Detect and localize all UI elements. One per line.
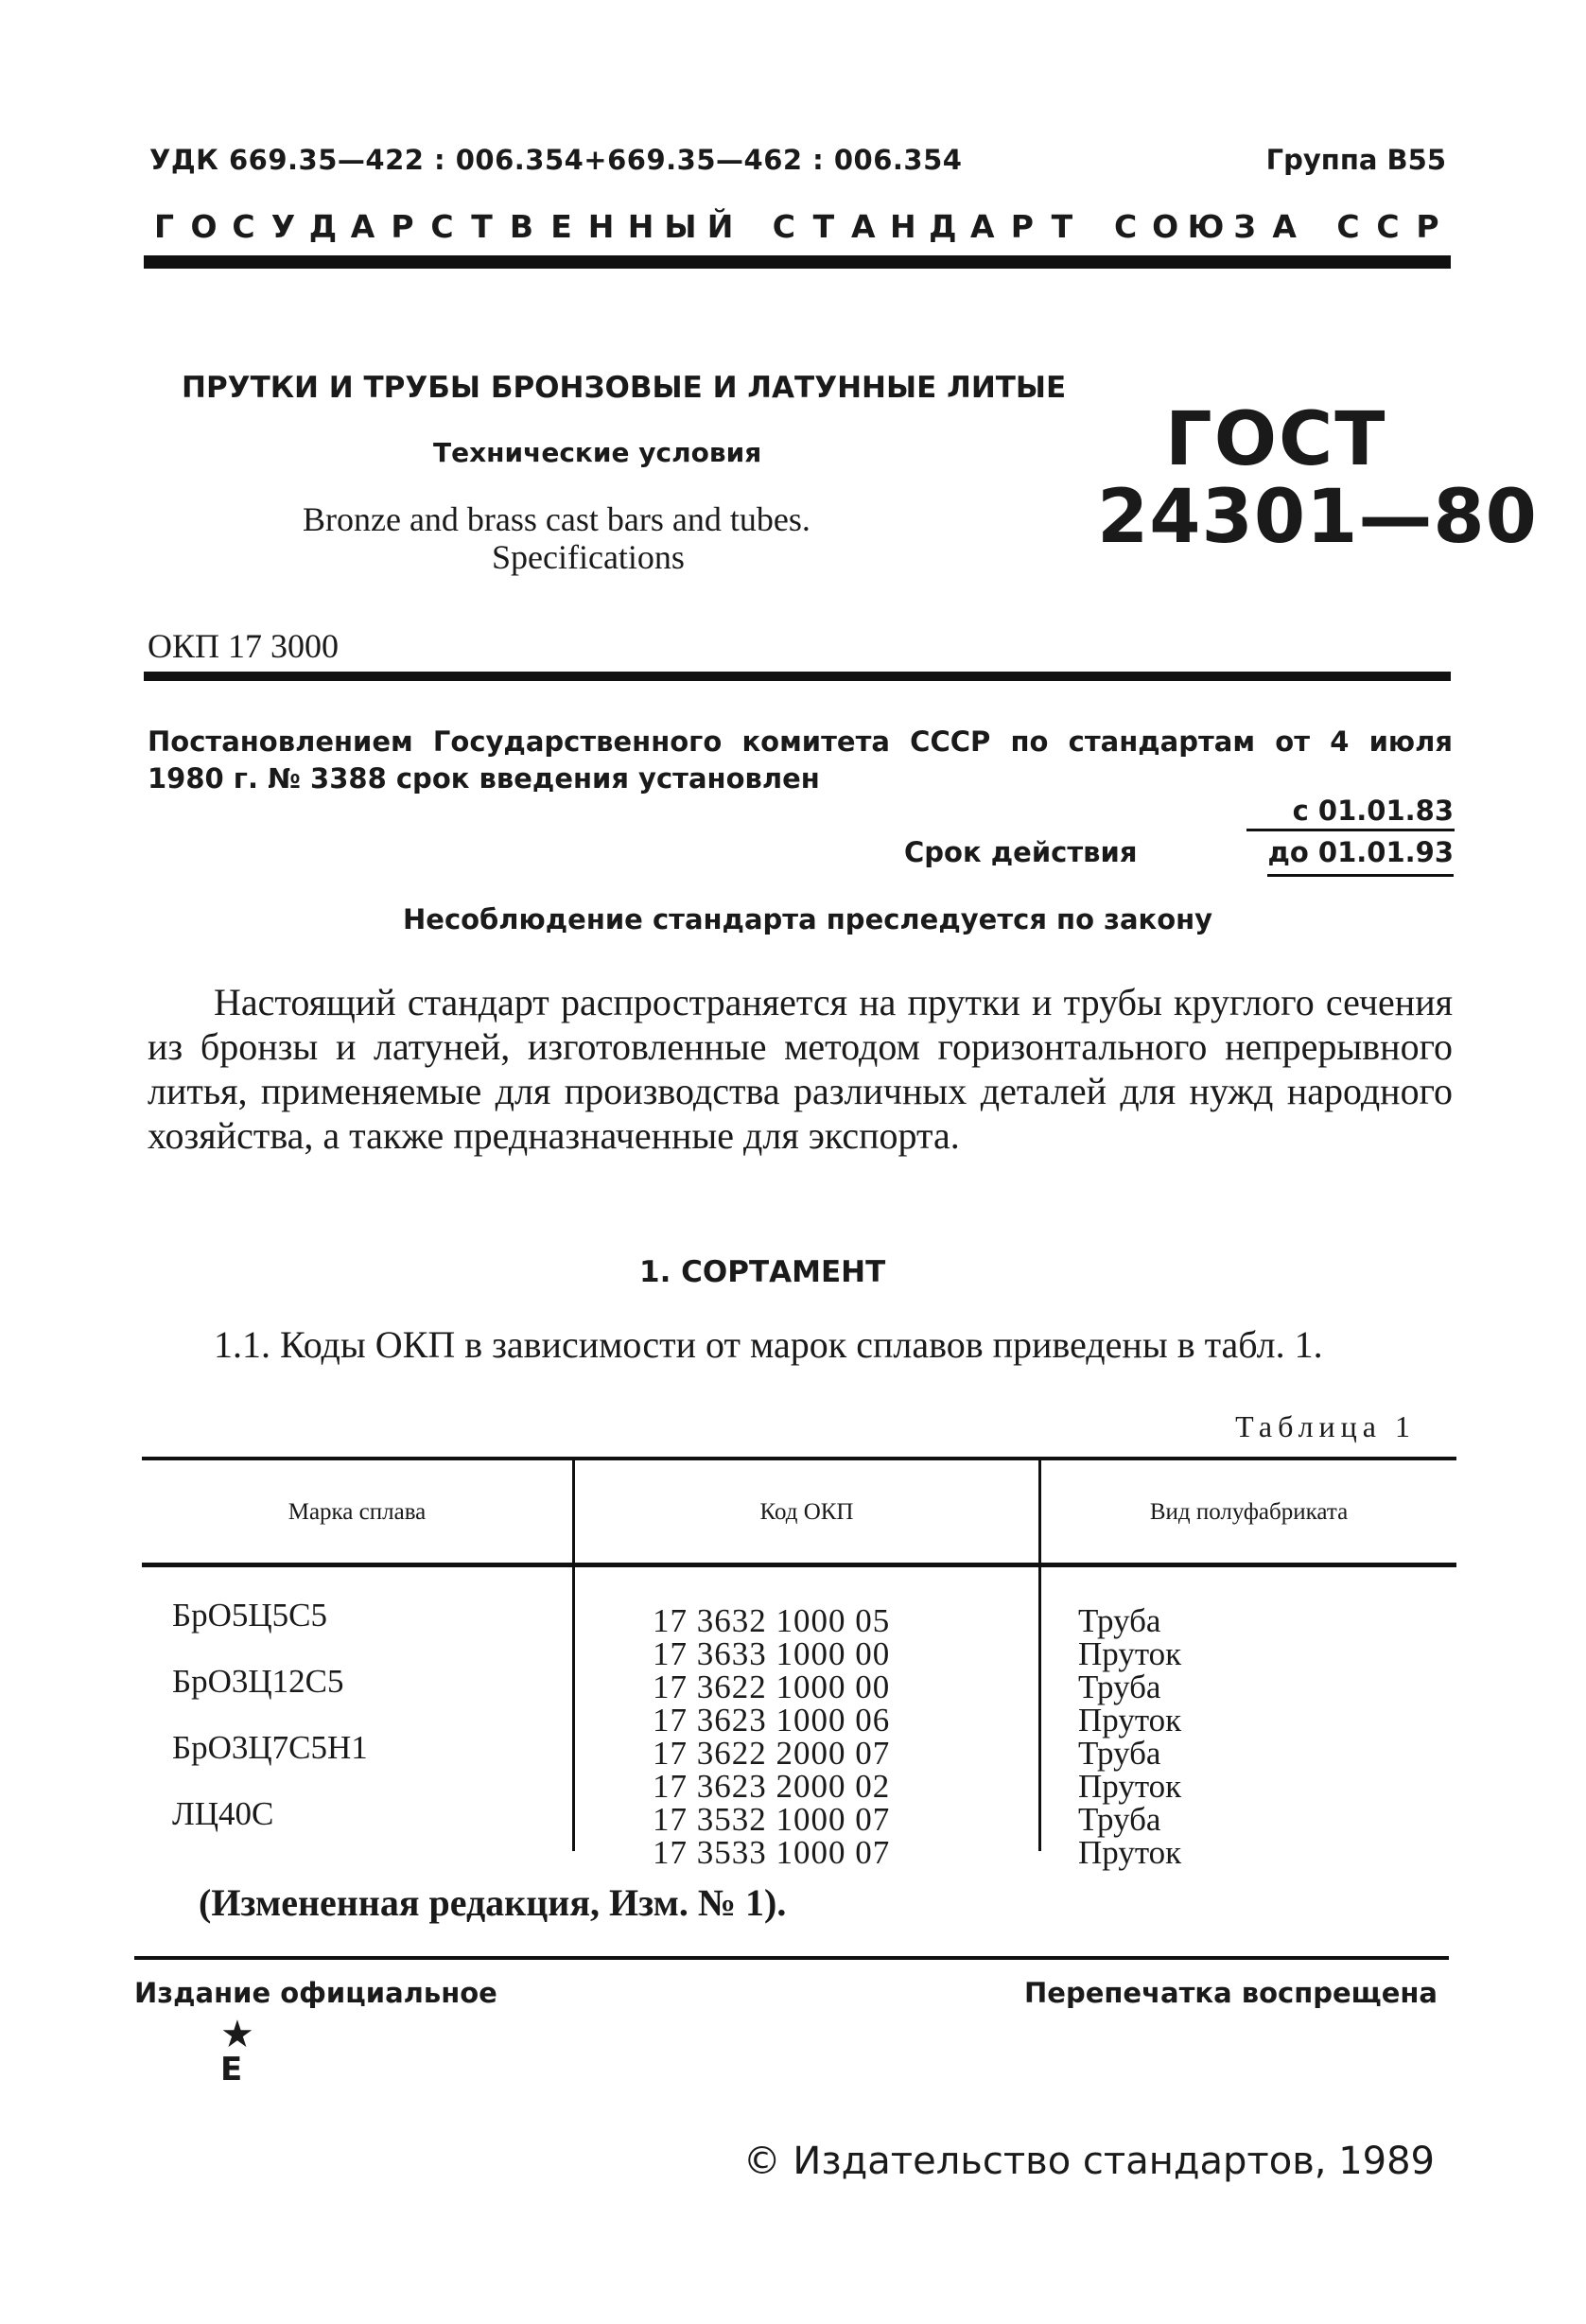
intro-paragraph: Настоящий стандарт распространяется на прутки и трубы круглого сечения из бронзы и латуней, изготовленные методом горизонтального непрерывного литья, применяемые для производства различных деталей для нужд народного хозяйства, а также предназначенные для экспорта. xyxy=(148,981,1453,1157)
okp-table xyxy=(142,1457,1456,1871)
table-cell-code: 17 3533 1000 07 xyxy=(653,1834,891,1871)
gov-title-word: С С Р xyxy=(1336,208,1444,245)
table-header-alloy: Марка сплава xyxy=(288,1499,427,1525)
table-cell-code: 17 3622 2000 07 xyxy=(653,1735,891,1772)
document-subtitle: Технические условия xyxy=(433,437,762,468)
table-cell-code: 17 3632 1000 05 xyxy=(653,1602,891,1639)
decree-line1: Постановлением Государственного комитета СССР по стандартам от 4 июля xyxy=(148,725,1453,758)
official-edition: Издание официальное xyxy=(134,1977,497,2009)
english-title-line2: Specifications xyxy=(492,538,685,576)
header-rule xyxy=(144,255,1451,269)
gov-title-word: Г О С У Д А Р С Т В Е Н Н Ы Й xyxy=(153,208,739,245)
table-cell-code: 17 3532 1000 07 xyxy=(653,1801,891,1838)
table-cell-kind: Труба xyxy=(1078,1735,1161,1772)
table-vline xyxy=(572,1567,575,1851)
document-title: ПРУТКИ И ТРУБЫ БРОНЗОВЫЕ И ЛАТУННЫЕ ЛИТЫЕ xyxy=(182,371,1067,405)
table-cell-kind: Труба xyxy=(1078,1801,1161,1838)
table-cell-alloy: БрО3Ц7С5Н1 xyxy=(172,1729,368,1766)
table-header-rule xyxy=(142,1563,1456,1567)
section-heading: 1. СОРТАМЕНТ xyxy=(639,1255,886,1289)
table-cell-alloy: ЛЦ40С xyxy=(172,1795,274,1832)
decree-line2: 1980 г. № 3388 срок введения установлен xyxy=(148,762,820,795)
english-title-line1: Bronze and brass cast bars and tubes. xyxy=(303,500,810,538)
gov-title-word: С Т А Н Д А Р Т xyxy=(772,208,1078,245)
paragraph-1-1: 1.1. Коды ОКП в зависимости от марок сплавов приведены в табл. 1. xyxy=(214,1323,1323,1366)
amendment-note: (Измененная редакция, Изм. № 1). xyxy=(199,1881,787,1924)
okp-code: ОКП 17 3000 xyxy=(148,627,340,665)
table-cell-code: 17 3623 1000 06 xyxy=(653,1702,891,1739)
table-caption: Таблица 1 xyxy=(1235,1409,1416,1443)
date-to: до 01.01.93 xyxy=(1267,836,1454,877)
gost-label: ГОСТ xyxy=(1165,397,1387,482)
star-icon: ★ xyxy=(220,2013,254,2056)
validity-label: Срок действия xyxy=(904,836,1138,868)
table-cell-code: 17 3623 2000 02 xyxy=(653,1768,891,1805)
penalty-notice: Несоблюдение стандарта преследуется по закону xyxy=(403,903,1213,935)
date-separator xyxy=(1246,829,1455,831)
table-header-kind: Вид полуфабриката xyxy=(1149,1499,1349,1525)
title-rule xyxy=(144,672,1451,681)
edition-mark: Е xyxy=(220,2051,243,2088)
copyright-notice: © Издательство стандартов, 1989 xyxy=(742,2140,1435,2183)
table-cell-kind: Пруток xyxy=(1078,1635,1182,1672)
table-cell-kind: Пруток xyxy=(1078,1834,1182,1871)
udk-code: УДК 669.35—422 : 006.354+669.35—462 : 006.354 xyxy=(149,144,963,176)
table-cell-alloy: БрО5Ц5С5 xyxy=(172,1597,327,1634)
table-cell-kind: Пруток xyxy=(1078,1768,1182,1805)
gov-title-word: С О Ю З А xyxy=(1114,208,1301,245)
date-from: с 01.01.83 xyxy=(1292,795,1454,827)
table-cell-alloy: БрО3Ц12С5 xyxy=(172,1663,344,1700)
gov-standard-title xyxy=(147,208,1450,245)
gost-number: 24301—80 xyxy=(1097,475,1538,560)
table-cell-kind: Труба xyxy=(1078,1602,1161,1639)
table-vline xyxy=(1038,1567,1041,1851)
group-code: Группа В55 xyxy=(1265,144,1446,176)
table-cell-kind: Труба xyxy=(1078,1669,1161,1705)
reprint-prohibited: Перепечатка воспрещена xyxy=(1024,1977,1438,2009)
table-cell-code: 17 3622 1000 00 xyxy=(653,1669,891,1705)
footer-rule xyxy=(134,1956,1449,1960)
table-cell-kind: Пруток xyxy=(1078,1702,1182,1739)
table-header-okp: Код ОКП xyxy=(759,1499,854,1525)
table-top-rule xyxy=(142,1457,1456,1460)
table-cell-code: 17 3633 1000 00 xyxy=(653,1635,891,1672)
